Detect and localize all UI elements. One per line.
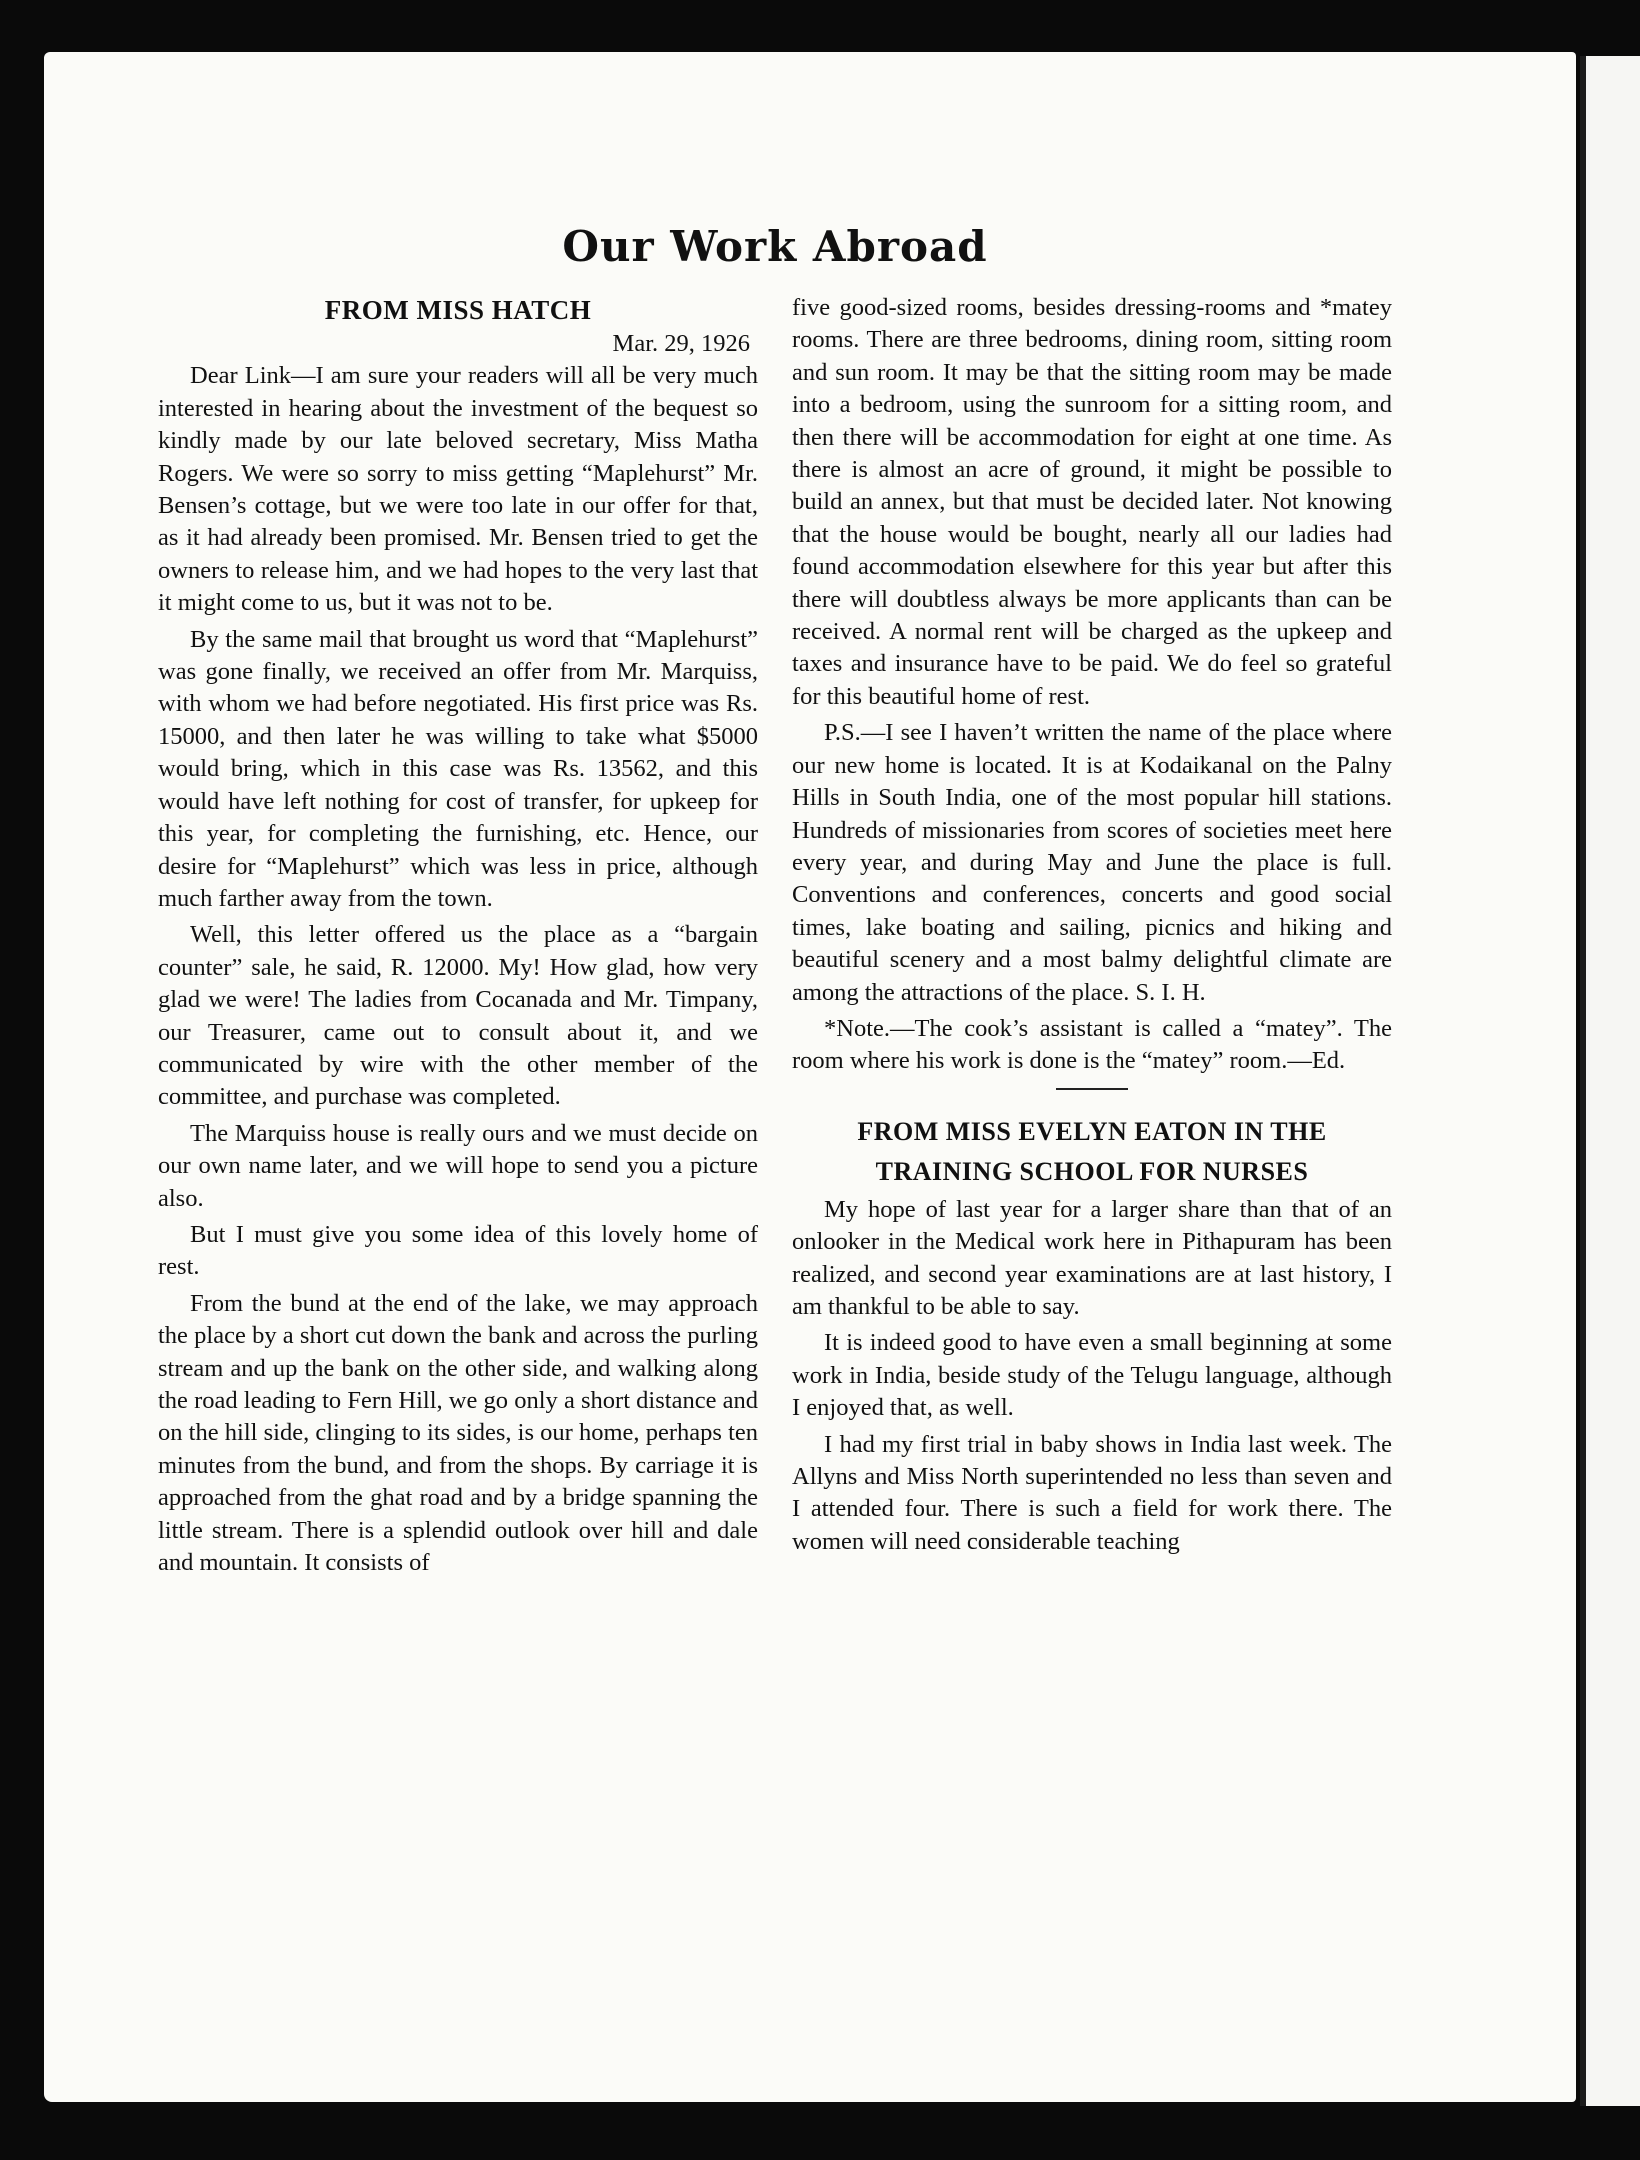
paragraph: Well, this letter offered us the place as a “bargain counter” sale, he said, R. 12000. My! How glad, how very glad we were! The ladies from Cocanada and Mr. Timpany, our Treasurer, came out to consult about it, and we communicated by wire with the other member of the committee, and purchase was completed.: [158, 921, 758, 1111]
article-title-2-line2: TRAINING SCHOOL FOR NURSES: [875, 1156, 1309, 1186]
article-title-2: [792, 1112, 1392, 1192]
article-date: Mar. 29, 1926: [612, 330, 750, 357]
paragraph: From the bund at the end of the lake, we may approach the place by a short cut down the bank and across the purling stream and up the bank on the other side, and walking along the road leading to Fern Hill, we go only a short distance and on the hill side, clinging to its sides, is our home, perhaps ten minutes from the bund, and from the shops. By carriage it is approached from the ghat road and by a bridge spanning the little stream. There is a splendid outlook over hill and dale and mountain. It consists of: [158, 1289, 758, 1577]
adjacent-page-edge: [1580, 56, 1640, 2106]
section-divider: [1056, 1088, 1128, 1090]
paragraph: Dear Link—I am sure your readers will all be very much interested in hearing about the investment of the bequest so kindly made by our late beloved secretary, Miss Matha Rogers. We were so sorry to miss getting “Maplehurst” Mr. Bensen’s cottage, but we were too late in our offer for that, as it had already been promised. Mr. Bensen tried to get the owners to release him, and we had hopes to the very last that it might come to us, but it was not to be.: [158, 362, 758, 617]
paragraph-continued: five good-sized rooms, besides dressing-rooms and *matey rooms. There are three bedrooms, dining room, sitting room and sun room. It may be that the sitting room may be made into a bedroom, using the sunroom for a sitting room, and then there will be accommodation for eight at one time. As there is almost an acre of ground, it might be possible to build an annex, but that must be decided later. Not knowing that the house would be bought, nearly all our ladies had found accommodation elsewhere for this year but after this there will doubtless always be more applicants than can be received. A normal rent will be charged as the upkeep and taxes and insurance have to be paid. We do feel so grateful for this beautiful home of rest.: [792, 294, 1392, 710]
section-masthead: Our Work Abroad: [562, 222, 988, 271]
paragraph: I had my first trial in baby shows in India last week. The Allyns and Miss North superintended no less than seven and I attended four. There is such a field for work there. The women will need considerable teaching: [792, 1430, 1392, 1555]
paragraph: It is indeed good to have even a small beginning at some work in India, beside study of the Telugu language, although I enjoyed that, as well.: [792, 1329, 1392, 1422]
right-column: [792, 292, 1392, 1562]
article-title: FROM MISS HATCH: [324, 295, 592, 325]
paragraph: My hope of last year for a larger share than that of an onlooker in the Medical work here in Pithapuram has been realized, and second year examinations are at last history, I am thankful to be able to say.: [792, 1195, 1392, 1320]
paragraph: The Marquiss house is really ours and we must decide on our own name later, and we will hope to send you a picture also.: [158, 1119, 758, 1212]
left-column: [158, 292, 758, 1583]
paragraph: By the same mail that brought us word that “Maplehurst” was gone finally, we received an offer from Mr. Marquiss, with whom we had before negotiated. His first price was Rs. 15000, and then later he was willing to take what $5000 would bring, which in this case was Rs. 13562, and this would have left nothing for cost of transfer, for upkeep for this year, for completing the furnishing, etc. Hence, our desire for “Maplehurst” which was less in price, although much farther away from the town.: [158, 625, 758, 912]
postscript: P.S.—I see I haven’t written the name of the place where our new home is located. It is at Kodaikanal on the Palny Hills in South India, one of the most popular hill stations. Hundreds of missionaries from scores of societies meet here every year, and during May and June the place is full. Conventions and conferences, concerts and good social times, lake boating and sailing, picnics and hiking and beautiful scenery and a most balmy delightful climate are among the attractions of the place. S. I. H.: [792, 719, 1392, 1006]
paragraph: But I must give you some idea of this lovely home of rest.: [158, 1220, 758, 1281]
editor-note: *Note.—The cook’s assistant is called a “matey”. The room where his work is done is the “matey” room.—Ed.: [792, 1014, 1392, 1075]
article-title-2-line1: FROM MISS EVELYN EATON IN THE: [857, 1116, 1327, 1146]
